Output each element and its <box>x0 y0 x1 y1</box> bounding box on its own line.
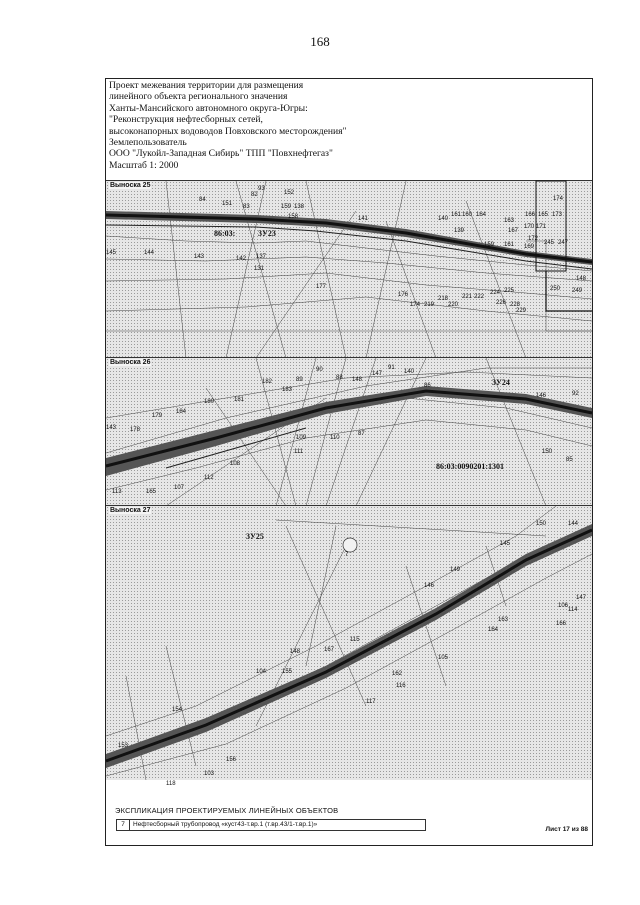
point-label: 178 <box>130 427 141 433</box>
point-label: 245 <box>544 240 555 246</box>
point-label: 148 <box>576 276 587 282</box>
parcel-label: 3У25 <box>246 532 264 541</box>
point-label: 131 <box>254 266 265 272</box>
point-label: 140 <box>438 216 449 222</box>
point-label: 167 <box>508 228 519 234</box>
map-25 <box>106 181 592 358</box>
point-label: 139 <box>454 228 465 234</box>
point-label: 143 <box>194 254 205 260</box>
point-label: 184 <box>176 409 187 415</box>
point-label: 164 <box>488 627 499 633</box>
parcel-label: 86:03: <box>214 229 236 238</box>
point-label: 114 <box>568 607 578 613</box>
point-label: 138 <box>294 204 305 210</box>
point-label: 165 <box>146 489 157 495</box>
point-label: 92 <box>572 391 579 397</box>
map-27 <box>106 506 592 787</box>
sheet-number: Лист 17 из 88 <box>545 826 588 833</box>
point-label: 218 <box>438 296 449 302</box>
point-label: 154 <box>172 707 183 713</box>
point-label: 166 <box>525 212 536 218</box>
point-label: 179 <box>152 413 163 419</box>
point-label: 163 <box>504 218 515 224</box>
point-label: 112 <box>204 475 214 481</box>
row-text: Нефтесборный трубопровод «куст43-т.вр.1 (т.вр.43/1-т.вр.1)» <box>133 821 318 828</box>
point-label: 85 <box>566 457 573 463</box>
point-label: 160 <box>462 212 473 218</box>
title-line: высоконапорных водоводов Повховского месторождения" <box>109 125 347 137</box>
point-label: 225 <box>504 288 515 294</box>
point-label: 161 <box>504 242 515 248</box>
point-label: 118 <box>166 781 176 787</box>
point-label: 115 <box>350 637 360 643</box>
point-label: 142 <box>236 256 247 262</box>
callout-panel-25 <box>106 180 592 358</box>
point-label: 247 <box>558 240 569 246</box>
point-label: 162 <box>392 671 403 677</box>
point-label: 170 <box>524 224 535 230</box>
title-line: Ханты-Мансийского автономного округа-Югры: <box>109 102 308 114</box>
point-label: 107 <box>174 485 185 491</box>
point-label: 222 <box>474 294 485 300</box>
point-label: 165 <box>538 212 549 218</box>
point-label: 110 <box>330 435 340 441</box>
point-label: 152 <box>284 190 295 196</box>
point-label: 226 <box>496 300 507 306</box>
point-label: 171 <box>536 224 547 230</box>
point-label: 161 <box>451 212 462 218</box>
point-label: 159 <box>484 242 495 248</box>
explication-row <box>116 819 426 831</box>
point-label: 117 <box>366 699 376 705</box>
point-label: 249 <box>572 288 583 294</box>
callout-title: Выноска 26 <box>110 359 151 366</box>
land-user-label: Землепользователь <box>109 137 187 149</box>
point-label: 219 <box>424 302 435 308</box>
point-label: 221 <box>462 294 473 300</box>
point-label: 91 <box>388 365 395 371</box>
point-label: 83 <box>243 204 250 210</box>
point-label: 90 <box>316 367 323 373</box>
point-label: 164 <box>476 212 487 218</box>
point-label: 116 <box>396 683 406 689</box>
point-label: 220 <box>448 302 459 308</box>
title-block <box>106 79 592 172</box>
point-label: 87 <box>358 431 365 437</box>
parcel-label: 3У23 <box>258 229 276 238</box>
point-label: 144 <box>144 250 155 256</box>
explication-title: ЭКСПЛИКАЦИЯ ПРОЕКТИРУЕМЫХ ЛИНЕЙНЫХ ОБЪЕКТОВ <box>115 806 339 815</box>
title-line: "Реконструкция нефтесборных сетей, <box>109 114 263 126</box>
point-label: 7 <box>345 552 349 558</box>
callout-title: Выноска 25 <box>110 182 151 189</box>
point-label: 105 <box>438 655 449 661</box>
drawing-sheet <box>105 78 593 846</box>
point-label: 104 <box>256 669 267 675</box>
point-label: 89 <box>296 377 303 383</box>
point-label: 173 <box>552 212 563 218</box>
title-line: линейного объекта регионального значения <box>109 91 288 103</box>
point-label: 250 <box>550 286 561 292</box>
point-label: 82 <box>251 192 258 198</box>
point-label: 148 <box>352 377 363 383</box>
point-label: 106 <box>558 603 569 609</box>
point-label: 180 <box>204 399 215 405</box>
point-label: 150 <box>542 449 553 455</box>
point-label: 86 <box>424 383 431 389</box>
map-26 <box>106 358 592 506</box>
point-label: 103 <box>204 771 215 777</box>
point-label: 182 <box>262 379 273 385</box>
scale-label: Масштаб 1: 2000 <box>109 159 179 171</box>
point-label: 159 <box>281 204 292 210</box>
point-label: 93 <box>258 186 265 192</box>
callout-panel-26 <box>106 357 592 506</box>
point-label: 155 <box>282 669 293 675</box>
point-label: 144 <box>568 521 579 527</box>
point-label: 224 <box>490 290 501 296</box>
point-label: 167 <box>324 647 335 653</box>
point-label: 111 <box>294 449 304 455</box>
point-label: 146 <box>424 583 435 589</box>
point-label: 148 <box>290 649 301 655</box>
point-label: 150 <box>536 521 547 527</box>
point-label: 163 <box>498 617 509 623</box>
point-label: 141 <box>358 216 369 222</box>
point-label: 183 <box>282 387 293 393</box>
point-label: 108 <box>230 461 241 467</box>
point-label: 158 <box>288 214 299 220</box>
page-number: 168 <box>310 34 330 49</box>
point-label: 137 <box>256 254 267 260</box>
point-label: 172 <box>528 236 539 242</box>
point-label: 109 <box>296 435 307 441</box>
point-label: 153 <box>118 743 129 749</box>
point-label: 177 <box>316 284 327 290</box>
point-label: 229 <box>516 308 527 314</box>
row-number: 7 <box>117 820 130 830</box>
point-label: 174 <box>553 196 564 202</box>
parcel-label: 3У24 <box>492 378 510 387</box>
point-label: 146 <box>536 393 547 399</box>
point-label: 174 <box>410 302 421 308</box>
point-label: 113 <box>112 489 122 495</box>
point-label: 181 <box>234 397 245 403</box>
point-label: 151 <box>222 201 233 207</box>
callout-panel-27 <box>106 505 592 787</box>
title-line: Проект межевания территории для размещения <box>109 80 304 91</box>
point-label: 156 <box>226 757 237 763</box>
point-label: 166 <box>556 621 567 627</box>
point-label: 84 <box>199 197 206 203</box>
point-label: 169 <box>524 244 535 250</box>
point-label: 140 <box>404 369 415 375</box>
point-label: 147 <box>576 595 587 601</box>
point-label: 88 <box>336 375 343 381</box>
land-user-name: ООО "Лукойл-Западная Сибирь" ТПП "Повхнефтегаз" <box>109 148 333 160</box>
parcel-label: 86:03:0090201:1301 <box>436 462 504 471</box>
point-label: 145 <box>500 541 511 547</box>
point-label: 145 <box>106 250 117 256</box>
point-label: 228 <box>510 302 521 308</box>
point-label: 176 <box>398 292 409 298</box>
point-label: 149 <box>450 567 461 573</box>
point-label: 147 <box>372 371 383 377</box>
point-label: 143 <box>106 425 117 431</box>
callout-title: Выноска 27 <box>110 507 151 514</box>
